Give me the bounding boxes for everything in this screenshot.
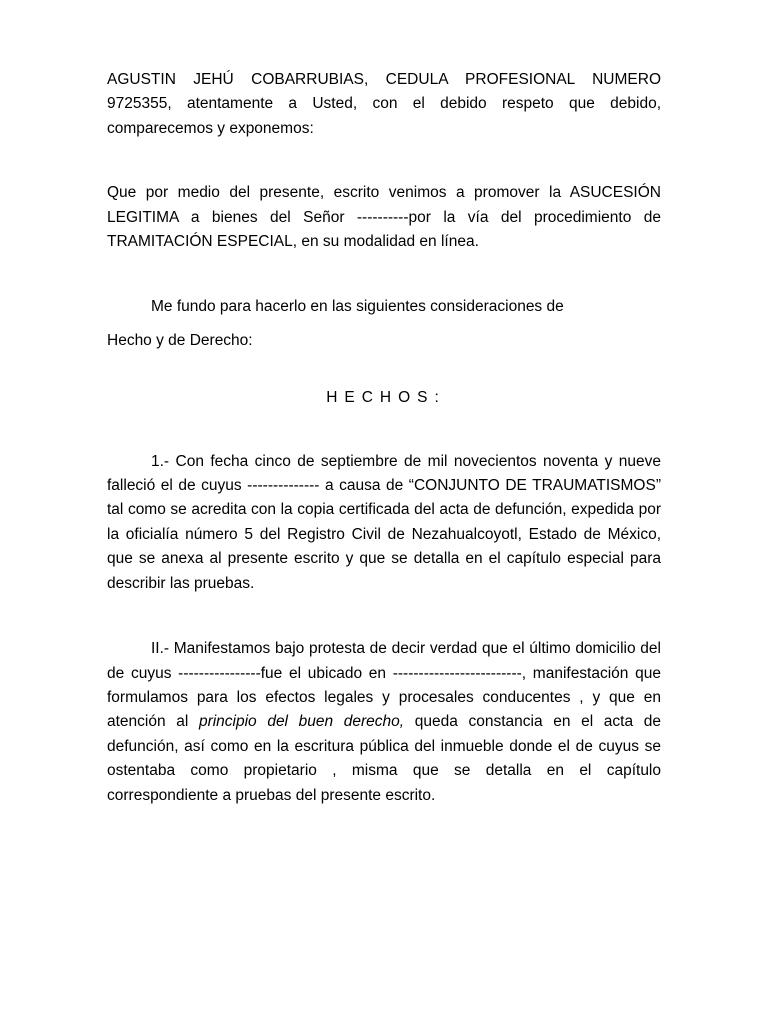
document-page [107,68,661,808]
fact-2-text-start: II.- Manifestamos bajo protesta de decir verdad que el último domicilio del de cuyus ----------------fue el ubicado en -------------------------, manifestación que formulamos para los efectos legales y procesales conducentes , y que en atención al [107,640,661,731]
fact-2-text-end: queda constancia en el acta de defunción, así como en la escritura pública del inmueble donde el de cuyus se ostentaba como propietario , misma que se detalla en el capítulo correspondiente a pruebas del presente escrito. [107,713,661,804]
foundation-line-2: Hecho y de Derecho: [107,331,253,349]
foundation-line-1: Me fundo para hacerlo en las siguientes consideraciones de [151,298,564,316]
fact-1-paragraph: 1.- Con fecha cinco de septiembre de mil novecientos noventa y nueve falleció el de cuyus -------------- a causa de “CONJUNTO DE TRAUMATISMOS” tal como se acredita con la copia certificada del acta de defunción, expedida por la oficialía número 5 del Registro Civil de Nezahualcoyotl, Estado de México, que se anexa al presente escrito y que se detalla en el capítulo especial para describir las pruebas. [107,452,661,592]
fact-2-italic-phrase: principio del buen derecho, [198,713,405,731]
intro-paragraph: AGUSTIN JEHÚ COBARRUBIAS, CEDULA PROFESIONAL NUMERO 9725355, atentamente a Usted, con el debido respeto que debido, comparecemos y exponemos: [107,71,661,137]
fact-2-paragraph [107,637,661,808]
section-heading-hechos: HECHOS: [326,389,446,407]
petition-paragraph: Que por medio del presente, escrito venimos a promover la ASUCESIÓN LEGITIMA a bienes del Señor ----------por la vía del procedimiento de TRAMITACIÓN ESPECIAL, en su modalidad en línea. [107,184,661,251]
